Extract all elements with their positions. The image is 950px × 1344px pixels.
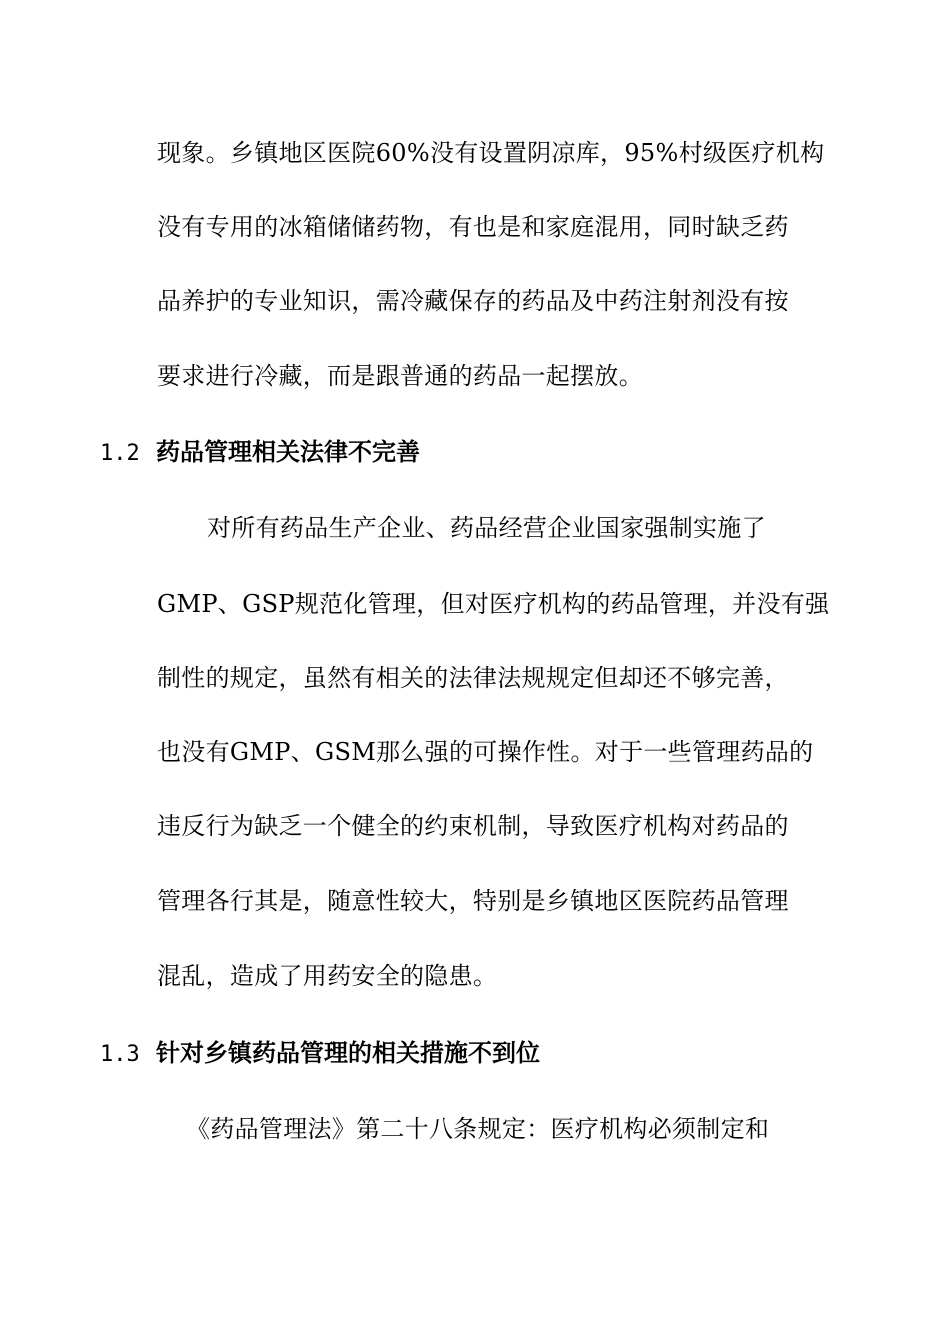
section-heading-1-3 — [100, 1038, 540, 1070]
paragraph-line: 对所有药品生产企业、药品经营企业国家强制实施了 — [207, 514, 766, 542]
paragraph-line: 制性的规定，虽然有相关的法律法规规定但却还不够完善， — [157, 664, 789, 692]
section-number: 1.3 — [100, 1042, 140, 1067]
paragraph-line: 现象。乡镇地区医院60%没有设置阴凉库，95%村级医疗机构 — [157, 139, 825, 167]
section-title: 药品管理相关法律不完善 — [156, 437, 420, 466]
paragraph-line: 要求进行冷藏，而是跟普通的药品一起摆放。 — [157, 362, 643, 390]
paragraph-line: 品养护的专业知识，需冷藏保存的药品及中药注射剂没有按 — [157, 287, 789, 315]
paragraph-line: 没有专用的冰箱储储药物，有也是和家庭混用，同时缺乏药 — [157, 213, 789, 241]
paragraph-line: 违反行为缺乏一个健全的约束机制，导致医疗机构对药品的 — [157, 812, 789, 840]
paragraph-line: 混乱，造成了用药安全的隐患。 — [157, 962, 498, 990]
section-number: 1.2 — [100, 441, 140, 466]
paragraph-line: 也没有GMP、GSM那么强的可操作性。对于一些管理药品的 — [157, 738, 814, 766]
section-heading-1-2 — [100, 437, 420, 469]
paragraph-line: GMP、GSP规范化管理，但对医疗机构的药品管理，并没有强 — [157, 590, 830, 618]
paragraph-line: 管理各行其是，随意性较大，特别是乡镇地区医院药品管理 — [157, 887, 789, 915]
paragraph-line: 《药品管理法》第二十八条规定：医疗机构必须制定和 — [186, 1115, 770, 1143]
section-title: 针对乡镇药品管理的相关措施不到位 — [156, 1038, 540, 1067]
